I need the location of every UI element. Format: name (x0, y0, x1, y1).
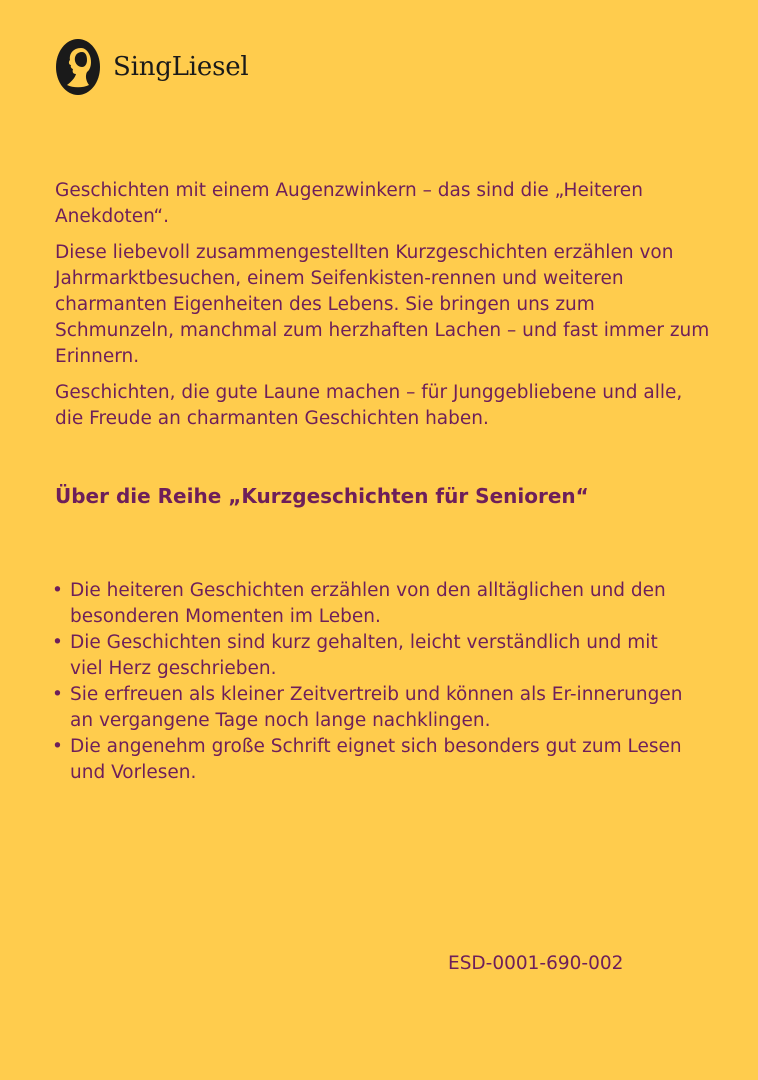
list-item: • Die heiteren Geschichten erzählen von den alltäglichen und den besonderen Momenten im Leben. (52, 578, 692, 630)
list-item: • Sie erfreuen als kleiner Zeitvertreib und können als Er-innerungen an vergangene Tage noch lange nachklingen. (52, 682, 692, 734)
list-item: • Die angenehm große Schrift eignet sich besonders gut zum Lesen und Vorlesen. (52, 734, 692, 786)
feature-list (52, 578, 692, 786)
intro-paragraph: Geschichten, die gute Laune machen – für Junggebliebene und alle, die Freude an charmanten Geschichten haben. (55, 382, 683, 429)
intro-paragraph: Diese liebevoll zusammengestellten Kurzgeschichten erzählen von Jahrmarktbesuchen, einem Seifenkisten-rennen und weiteren charmanten Eigenheiten des Lebens. Sie bringen uns zum Schmunzeln, manchmal zum herzhaften Lachen – und fast immer zum Erinnern. (55, 242, 710, 367)
brand-name: SingLiesel (113, 52, 249, 82)
intro-paragraph: Geschichten mit einem Augenzwinkern – das sind die „Heiteren Anekdoten“. (55, 180, 643, 227)
silhouette-portrait-icon (55, 38, 101, 96)
product-code: ESD-0001-690-002 (448, 953, 624, 974)
list-item: • Die Geschichten sind kurz gehalten, leicht verständlich und mit viel Herz geschrieben. (52, 630, 692, 682)
series-heading: Über die Reihe „Kurzgeschichten für Senioren“ (55, 484, 589, 508)
intro-text (55, 178, 715, 442)
brand-logo (55, 38, 249, 96)
